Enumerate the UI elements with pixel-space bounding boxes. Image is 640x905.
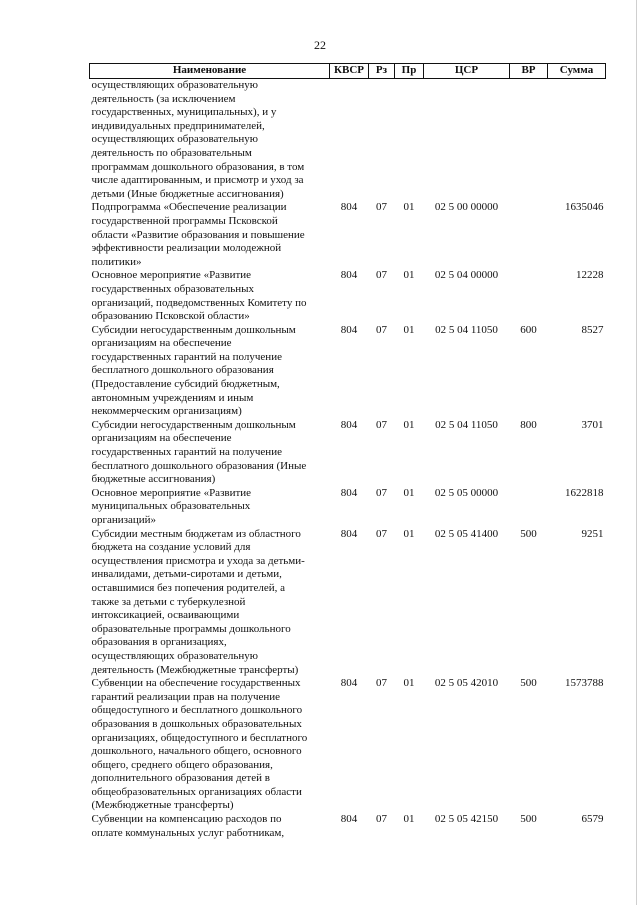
- cell-pr: [395, 79, 424, 202]
- table-row: [90, 528, 606, 678]
- budget-table: [89, 63, 606, 840]
- cell-csr: 02 5 04 11050: [435, 323, 498, 336]
- cell-pr: 01: [403, 201, 415, 214]
- table-row: [90, 269, 606, 323]
- cell-rz: 07: [376, 813, 387, 826]
- cell-pr: 01: [403, 813, 415, 826]
- table-row: [90, 79, 606, 202]
- cell-rz: 07: [376, 323, 387, 336]
- cell-name: Субвенции на компенсацию расходов по оплате коммунальных услуг работникам,: [91, 813, 285, 839]
- cell-name: Основное мероприятие «Развитие муниципальных образовательных организаций»: [91, 486, 252, 526]
- table-row: [90, 813, 606, 840]
- header-kvsr: КВСР: [330, 64, 369, 79]
- table-body: [90, 79, 606, 841]
- cell-sum: 1622818: [565, 486, 604, 499]
- cell-csr: [424, 79, 510, 202]
- cell-kvsr: 804: [340, 323, 358, 336]
- header-vr: ВР: [510, 64, 548, 79]
- scan-edge-line: [636, 0, 637, 905]
- cell-name: Субсидии местным бюджетам из областного бюджета на создание условий для осуществления присмотра и ухода за детьми- инвалидами, детьми-сиротами и детьми, оставшимися без попечения родителей, а также за детьми с туберкулезной интоксикацией, осваивающими образовательные программы дошкольного образования в организациях, осуществляющих образовательную деятельность (Межбюджетные трансферты): [91, 527, 305, 676]
- cell-rz: 07: [376, 486, 387, 499]
- cell-kvsr: 804: [340, 677, 358, 690]
- cell-pr: 01: [403, 486, 415, 499]
- table-row: [90, 419, 606, 487]
- cell-rz: [369, 79, 395, 202]
- cell-name: осуществляющих образовательную деятельность (за исключением государственных, муниципальных), и у индивидуальных предпринимателей, осуществляющих образовательную деятельность по образовательным программам дошкольного образования, в том числе адаптированным, и присмотр и уход за детьми (Иные бюджетные ассигнования): [91, 79, 305, 200]
- cell-name: Субсидии негосударственным дошкольным организациям на обеспечение государственных гарантий на получение бесплатного дошкольного образования (Иные бюджетные ассигнования): [91, 418, 307, 486]
- cell-vr: 600: [520, 323, 537, 336]
- cell-vr: 800: [520, 418, 537, 431]
- cell-csr: 02 5 04 00000: [434, 269, 499, 282]
- cell-csr: 02 5 04 11050: [435, 418, 498, 431]
- cell-vr: [510, 269, 548, 323]
- cell-vr: 500: [520, 813, 537, 826]
- cell-sum: 8527: [581, 323, 604, 336]
- header-name: Наименование: [90, 64, 330, 79]
- cell-sum: 1635046: [565, 201, 604, 214]
- table-row: [90, 487, 606, 528]
- cell-sum: 1573788: [565, 677, 604, 690]
- cell-pr: 01: [403, 677, 415, 690]
- header-rz: Рз: [369, 64, 395, 79]
- cell-rz: 07: [376, 677, 387, 690]
- cell-kvsr: 804: [340, 201, 358, 214]
- cell-sum: 6579: [581, 813, 604, 826]
- cell-csr: 02 5 00 00000: [434, 201, 499, 214]
- cell-kvsr: 804: [340, 269, 358, 282]
- cell-vr: [510, 79, 548, 202]
- cell-pr: 01: [403, 323, 415, 336]
- cell-vr: 500: [520, 677, 537, 690]
- cell-sum: 3701: [581, 418, 604, 431]
- header-pr: Пр: [395, 64, 424, 79]
- cell-csr: 02 5 05 42010: [434, 677, 499, 690]
- cell-name: Подпрограмма «Обеспечение реализации государственной программы Псковской области «Развитие образования и повышение эффективности реализации молодежной политики»: [91, 201, 305, 268]
- cell-pr: 01: [403, 269, 415, 282]
- cell-kvsr: 804: [340, 527, 358, 540]
- cell-kvsr: [330, 79, 369, 202]
- header-csr: ЦСР: [424, 64, 510, 79]
- header-sum: Сумма: [548, 64, 606, 79]
- cell-csr: 02 5 05 42150: [434, 813, 499, 826]
- cell-rz: 07: [376, 269, 387, 282]
- cell-name: Субвенции на обеспечение государственных гарантий реализации прав на получение общедоступного и бесплатного дошкольного образования в дошкольных образовательных организациях, общедоступного и бесплатного дошкольного, начального общего, основного общего, среднего общего образования, дополнительного образования детей в общеобразовательных организациях области (Межбюджетные трансферты): [91, 677, 308, 812]
- cell-vr: [510, 201, 548, 269]
- cell-name: Основное мероприятие «Развитие государственных образовательных организаций, подведомственных Комитету по образованию Псковской области»: [91, 269, 307, 323]
- cell-rz: 07: [376, 201, 387, 214]
- cell-vr: [510, 487, 548, 528]
- cell-sum: 9251: [581, 527, 604, 540]
- cell-name: Субсидии негосударственным дошкольным организациям на обеспечение государственных гарантий на получение бесплатного дошкольного образования (Предоставление субсидий бюджетным, автономным учреждениям и иным некоммерческим организациям): [91, 323, 296, 418]
- cell-pr: 01: [403, 418, 415, 431]
- cell-csr: 02 5 05 41400: [434, 527, 499, 540]
- page-number: 22: [314, 38, 326, 52]
- cell-kvsr: 804: [340, 418, 358, 431]
- table-header: [90, 64, 606, 79]
- cell-rz: 07: [376, 418, 387, 431]
- cell-sum: 12228: [576, 269, 604, 282]
- table-row: [90, 201, 606, 269]
- table-row: [90, 324, 606, 419]
- cell-vr: 500: [520, 527, 537, 540]
- cell-csr: 02 5 05 00000: [434, 486, 499, 499]
- cell-kvsr: 804: [340, 813, 358, 826]
- table-row: [90, 677, 606, 813]
- cell-pr: 01: [403, 527, 415, 540]
- cell-kvsr: 804: [340, 486, 358, 499]
- cell-sum: [548, 79, 606, 202]
- cell-rz: 07: [376, 527, 387, 540]
